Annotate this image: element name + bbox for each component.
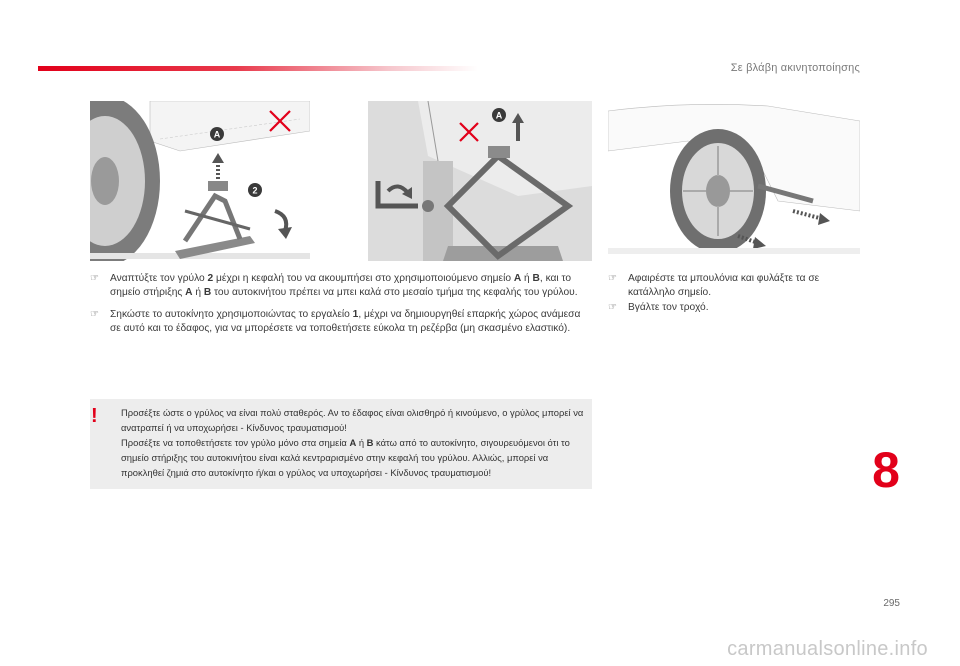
list-item	[90, 272, 590, 301]
jack-number-label: 2	[252, 185, 258, 196]
header-accent-bar	[38, 66, 478, 71]
warning-text: Προσέξτε ώστε ο γρύλος να είναι πολύ σταθερός. Αν το έδαφος είναι ολισθηρό ή κινούμενο, ο γρύλος μπορεί να ανατραπεί ή να υποχωρήσει - Κίνδυνος τραυματισμού! Προσέξτε να τοποθετήσετε τον γρύλο μόνο στα σημεία A ή B κάτω από το αυτοκίνητο, σιγουρευόμενοι ότι το σημείο στήριξης του αυτοκινήτου είναι καλά κεντραρισμένο στην κεφαλή του γρύλου. Αλλιώς, μπορεί να προκληθεί ζημιά στο αυτοκίνητο ή/και ο γρύλος να υποχωρήσει - Κίνδυνος τραυματισμού!	[121, 407, 584, 478]
instruction-text: Αναπτύξτε τον γρύλο 2 μέχρι η κεφαλή του να ακουμπήσει στο χρησιμοποιούμενο σημείο A ή B, και το σημείο στήριξης A ή B του αυτοκινήτου πρέπει να μπει καλά στο μεσαίο τμήμα της κεφαλής του γρύλου.	[110, 273, 578, 299]
pointing-hand-icon: ☞	[90, 273, 99, 284]
instruction-text: Βγάλτε τον τροχό.	[628, 301, 709, 313]
list-item	[608, 272, 860, 301]
figure-wheel-removal	[608, 101, 860, 261]
figure-jack-raising	[368, 101, 592, 261]
warning-box	[90, 399, 592, 489]
pointing-hand-icon: ☞	[608, 273, 617, 284]
instruction-text: Αφαιρέστε τα μπουλόνια και φυλάξτε τα σε κατάλληλο σημείο.	[628, 273, 820, 299]
section-title: Σε βλάβη ακινητοποίησης	[730, 62, 860, 74]
warning-exclamation-icon: !	[91, 405, 98, 427]
instruction-text: Σηκώστε το αυτοκίνητο χρησιμοποιώντας το εργαλείο 1, μέχρι να δημιουργηθεί επαρκής χώρος ανάμεσα σε αυτό και το έδαφος, για να μπορέσετε να τοποθετήσετε εύκολα τη ρεζέρβα (μη σκασμένο ελαστικό).	[110, 308, 581, 334]
chapter-number: 8	[872, 442, 900, 498]
watermark: carmanualsonline.info	[727, 638, 928, 660]
instructions-left	[90, 272, 590, 343]
pointing-hand-icon: ☞	[608, 301, 617, 313]
figure-jack-positioning	[90, 101, 310, 261]
page-number: 295	[883, 598, 900, 609]
point-a-label: A	[213, 129, 221, 140]
list-item	[608, 301, 860, 315]
point-a-label: A	[495, 110, 503, 121]
instructions-right	[608, 272, 860, 315]
pointing-hand-icon: ☞	[90, 308, 99, 320]
list-item	[90, 308, 590, 337]
